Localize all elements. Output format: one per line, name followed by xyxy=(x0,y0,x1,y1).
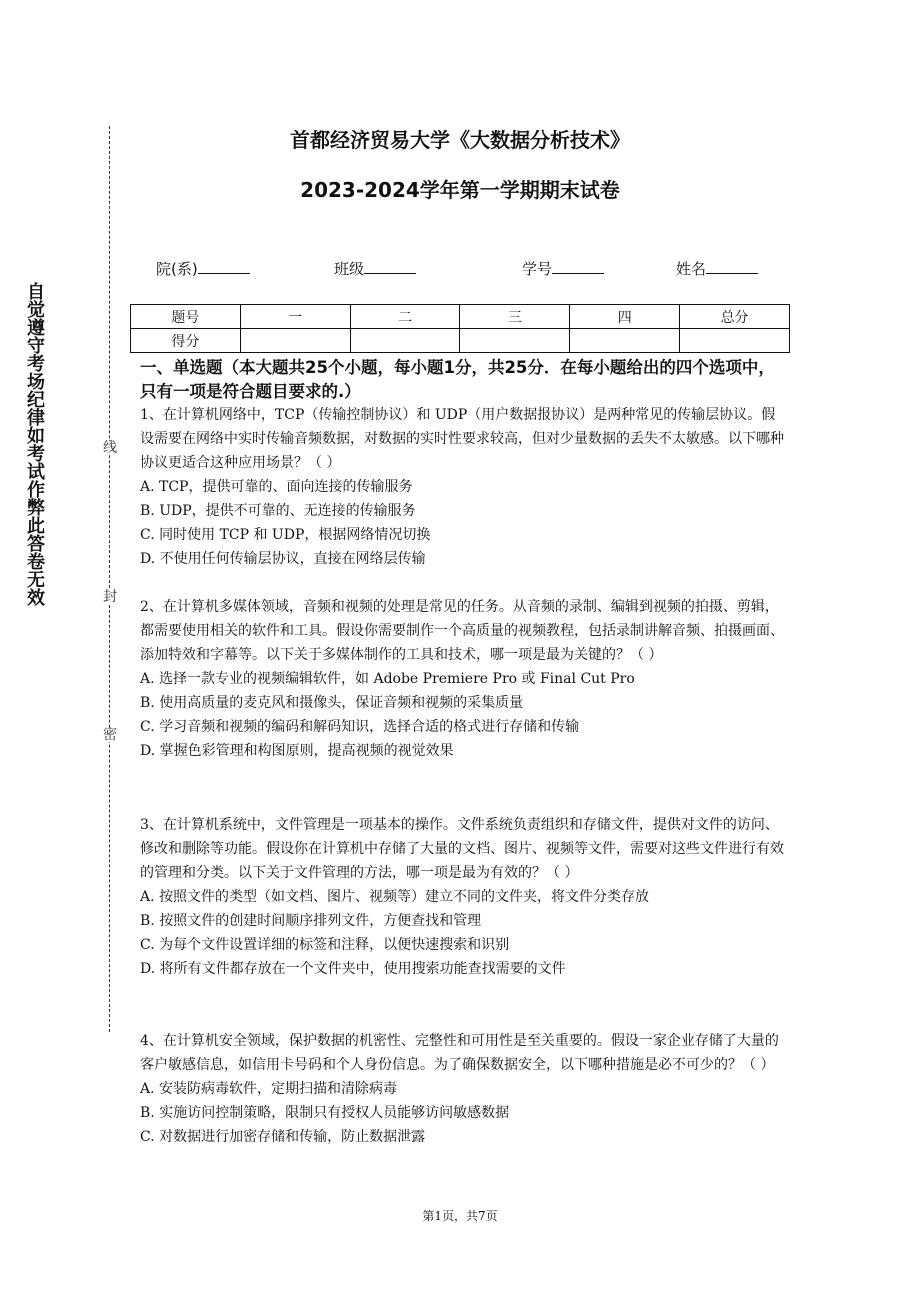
question-option[interactable]: D. 将所有文件都存放在一个文件夹中，使用搜索功能查找需要的文件 xyxy=(140,961,566,977)
name-field[interactable] xyxy=(676,258,758,279)
score-table-header-cell: 二 xyxy=(350,305,460,329)
question-3 xyxy=(140,813,788,981)
question-option[interactable]: D. 掌握色彩管理和构图原则，提高视频的视觉效果 xyxy=(140,743,454,759)
score-cell[interactable] xyxy=(680,329,790,353)
question-stem: 2、在计算机多媒体领域，音频和视频的处理是常见的任务。从音频的录制、编辑到视频的拍摄、剪辑，都需要使用相关的软件和工具。假设你需要制作一个高质量的视频教程，包括录制讲解音频、拍摄画面、添加特效和字幕等。以下关于多媒体制作的工具和技术，哪一项是最为关键的？（ ） xyxy=(140,599,784,663)
class-blank[interactable] xyxy=(364,259,416,274)
seal-mark-seal: 封 xyxy=(103,589,117,605)
score-cell[interactable] xyxy=(240,329,350,353)
student-info-row xyxy=(0,258,920,282)
seal-mark-line: 线 xyxy=(103,440,117,456)
score-table-header-cell: 总分 xyxy=(680,305,790,329)
student-id-blank[interactable] xyxy=(552,259,604,274)
question-option[interactable]: C. 学习音频和视频的编码和解码知识，选择合适的格式进行存储和传输 xyxy=(140,719,580,735)
question-option[interactable]: A. 安装防病毒软件，定期扫描和清除病毒 xyxy=(140,1081,398,1097)
page-number: 第1页，共7页 xyxy=(422,1209,498,1223)
score-cell[interactable] xyxy=(460,329,570,353)
question-1 xyxy=(140,403,788,571)
question-option[interactable]: C. 对数据进行加密存储和传输，防止数据泄露 xyxy=(140,1129,426,1145)
section-heading: 一、单选题（本大题共25个小题，每小题1分，共25分．在每小题给出的四个选项中，只有一项是符合题目要求的.） xyxy=(140,358,775,401)
score-row-label: 得分 xyxy=(131,329,241,353)
name-label: 姓名 xyxy=(676,260,707,278)
class-label: 班级 xyxy=(334,260,365,278)
exam-subtitle: 2023-2024学年第一学期期末试卷 xyxy=(300,178,620,202)
question-option[interactable]: B. UDP，提供不可靠的、无连接的传输服务 xyxy=(140,503,416,519)
question-stem: 3、在计算机系统中，文件管理是一项基本的操作。文件系统负责组织和存储文件，提供对文件的访问、修改和删除等功能。假设你在计算机中存储了大量的文档、图片、视频等文件，需要对这些文件进行有效的管理和分类。以下关于文件管理的方法，哪一项是最为有效的？（ ） xyxy=(140,817,784,881)
question-option[interactable]: D. 不使用任何传输层协议，直接在网络层传输 xyxy=(140,551,426,567)
score-table-header-cell: 四 xyxy=(570,305,680,329)
department-blank[interactable] xyxy=(198,259,250,274)
department-label: 院(系) xyxy=(156,260,198,278)
question-option[interactable]: C. 同时使用 TCP 和 UDP，根据网络情况切换 xyxy=(140,527,431,543)
question-option[interactable]: B. 实施访问控制策略，限制只有授权人员能够访问敏感数据 xyxy=(140,1105,510,1121)
score-table-header-cell: 三 xyxy=(460,305,570,329)
binding-notice: 自觉遵守考场纪律如考试作弊此答卷无效 xyxy=(24,282,45,606)
question-option[interactable]: B. 按照文件的创建时间顺序排列文件，方便查找和管理 xyxy=(140,913,482,929)
question-stem: 1、在计算机网络中，TCP（传输控制协议）和 UDP（用户数据报协议）是两种常见的传输层协议。假设需要在网络中实时传输音频数据，对数据的实时性要求较高，但对少量数据的丢失不太敏感。以下哪种协议更适合这种应用场景？（ ） xyxy=(140,407,784,471)
score-table-header-row xyxy=(131,305,790,329)
score-cell[interactable] xyxy=(350,329,460,353)
class-field[interactable] xyxy=(334,258,416,279)
student-id-field[interactable] xyxy=(522,258,604,279)
question-2 xyxy=(140,595,788,763)
question-stem: 4、在计算机安全领域，保护数据的机密性、完整性和可用性是至关重要的。假设一家企业存储了大量的客户敏感信息，如信用卡号码和个人身份信息。为了确保数据安全，以下哪种措施是必不可少的？（ ） xyxy=(140,1033,779,1073)
score-table-score-row xyxy=(131,329,790,353)
question-option[interactable]: A. 按照文件的类型（如文档、图片、视频等）建立不同的文件夹，将文件分类存放 xyxy=(140,889,650,905)
seal-mark-secret: 密 xyxy=(103,727,117,743)
department-field[interactable] xyxy=(156,258,250,279)
question-option[interactable]: A. TCP，提供可靠的、面向连接的传输服务 xyxy=(140,479,413,495)
name-blank[interactable] xyxy=(706,259,758,274)
score-table-header-cell: 题号 xyxy=(131,305,241,329)
student-id-label: 学号 xyxy=(522,260,553,278)
score-table-header-cell: 一 xyxy=(240,305,350,329)
score-cell[interactable] xyxy=(570,329,680,353)
question-option[interactable]: C. 为每个文件设置详细的标签和注释，以便快速搜索和识别 xyxy=(140,937,510,953)
exam-title: 首都经济贸易大学《大数据分析技术》 xyxy=(290,128,630,152)
question-option[interactable]: A. 选择一款专业的视频编辑软件，如 Adobe Premiere Pro 或 Final Cut Pro xyxy=(140,671,635,687)
score-table xyxy=(130,304,790,353)
question-4 xyxy=(140,1029,788,1149)
question-option[interactable]: B. 使用高质量的麦克风和摄像头，保证音频和视频的采集质量 xyxy=(140,695,524,711)
